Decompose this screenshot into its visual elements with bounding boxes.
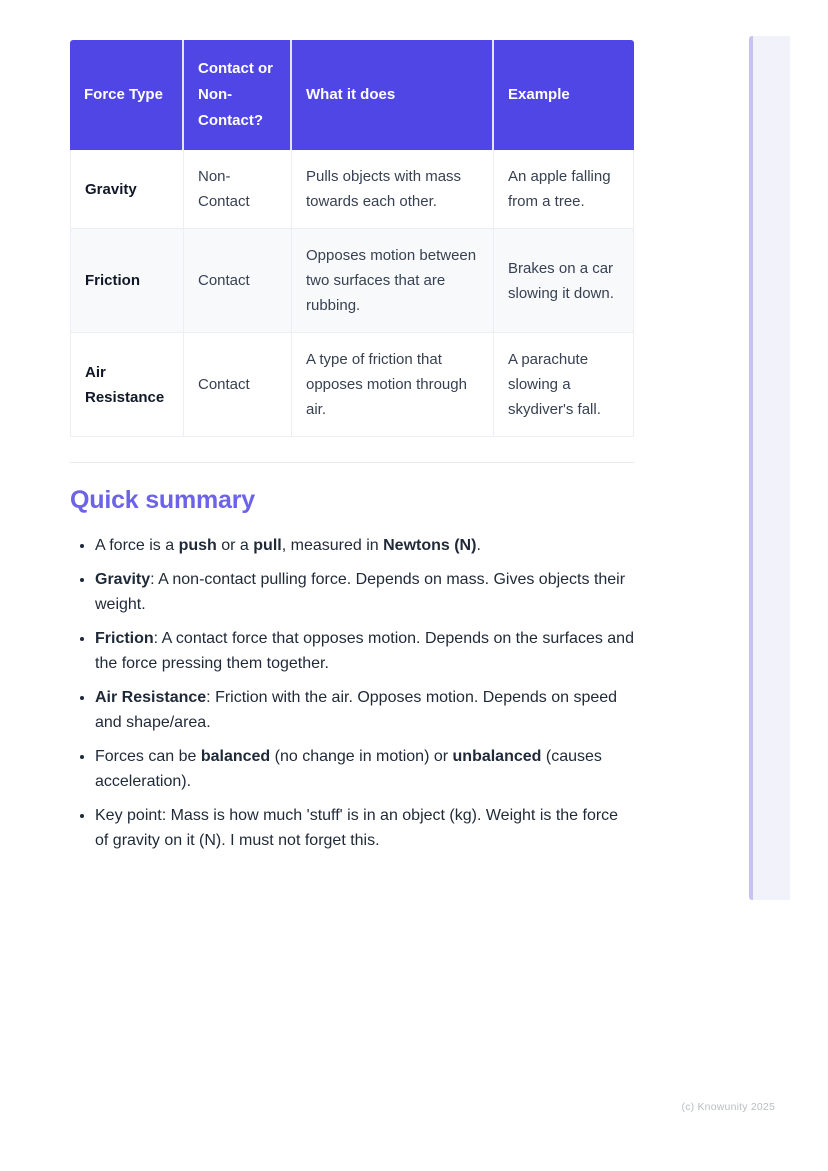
summary-item: • Forces can be balanced (no change in motion) or unbalanced (causes acceleration). [95, 744, 634, 794]
table-cell: Friction [70, 229, 184, 333]
table-header-row [70, 40, 634, 150]
section-divider [70, 462, 634, 463]
forces-table [70, 40, 634, 437]
table-cell: Contact [184, 333, 292, 437]
table-cell: Gravity [70, 150, 184, 229]
table-cell: A type of friction that opposes motion through air. [292, 333, 494, 437]
quick-summary-heading: Quick summary [70, 486, 255, 514]
summary-item: • Key point: Mass is how much 'stuff' is in an object (kg). Weight is the force of gravity on it (N). I must not forget this. [95, 803, 634, 853]
summary-item: • Friction: A contact force that opposes motion. Depends on the surfaces and the force pressing them together. [95, 626, 634, 676]
table-cell: An apple falling from a tree. [494, 150, 634, 229]
table-cell: Non-Contact [184, 150, 292, 229]
table-cell: A parachute slowing a skydiver's fall. [494, 333, 634, 437]
next-page-edge [749, 36, 790, 900]
table-header-cell: Example [494, 40, 634, 150]
table-cell: Opposes motion between two surfaces that are rubbing. [292, 229, 494, 333]
table-row [70, 229, 634, 333]
summary-item: • A force is a push or a pull, measured in Newtons (N). [95, 533, 634, 558]
table-cell: Brakes on a car slowing it down. [494, 229, 634, 333]
table-header-cell: Contact or Non-Contact? [184, 40, 292, 150]
table-header-cell: What it does [292, 40, 494, 150]
forces-table-body [70, 150, 634, 437]
table-cell: Contact [184, 229, 292, 333]
copyright-footer: (c) Knowunity 2025 [681, 1101, 775, 1113]
table-cell: Air Resistance [70, 333, 184, 437]
summary-item: • Air Resistance: Friction with the air. Opposes motion. Depends on speed and shape/area. [95, 685, 634, 735]
table-row [70, 150, 634, 229]
table-header-cell: Force Type [70, 40, 184, 150]
summary-list [70, 533, 634, 853]
table-cell: Pulls objects with mass towards each other. [292, 150, 494, 229]
forces-table-header [70, 40, 634, 150]
summary-item: • Gravity: A non-contact pulling force. Depends on mass. Gives objects their weight. [95, 567, 634, 617]
page-content [70, 40, 634, 862]
table-row [70, 333, 634, 437]
